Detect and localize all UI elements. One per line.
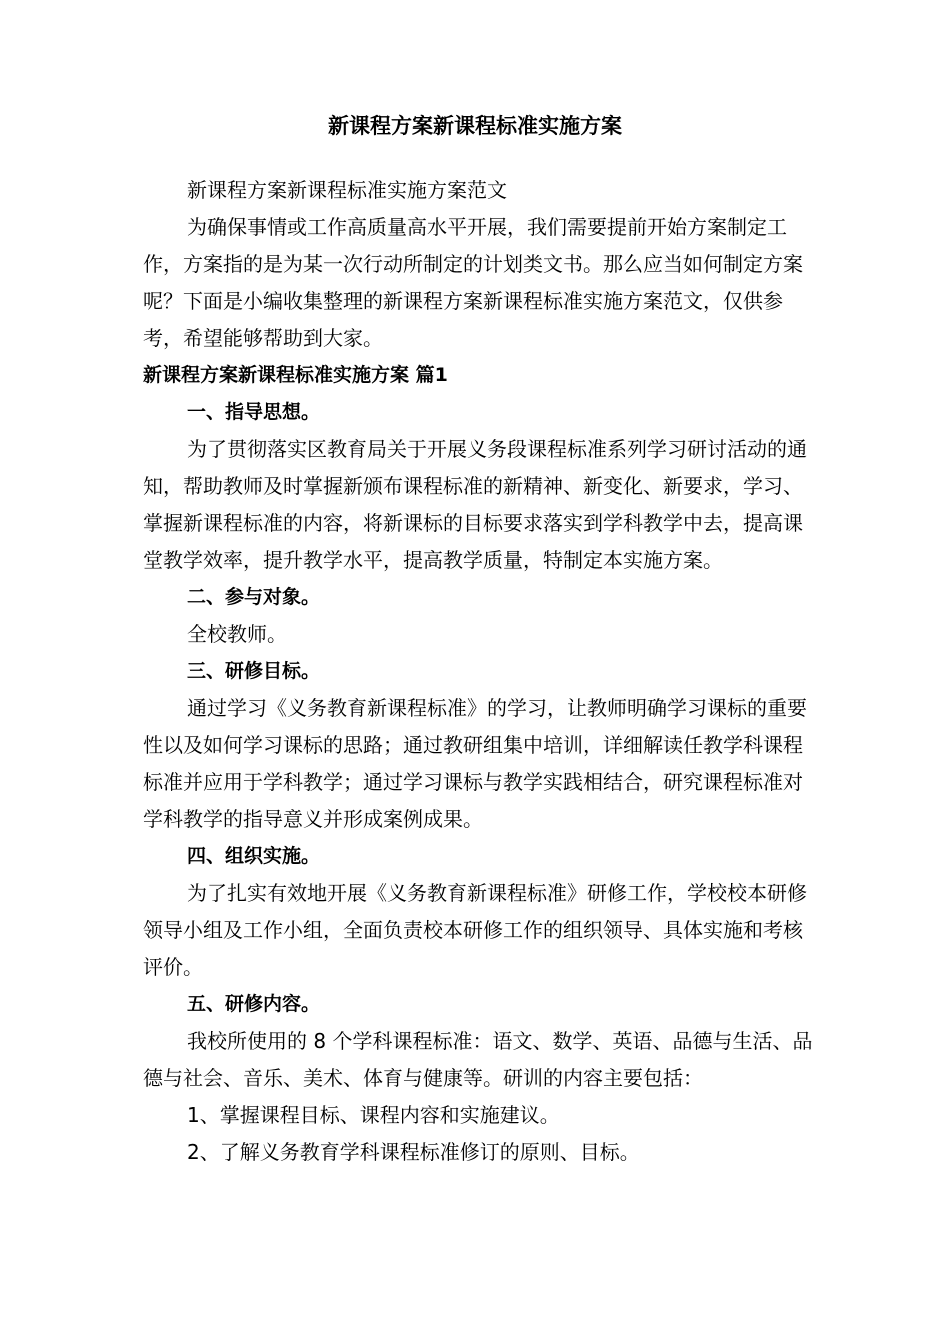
document-title: 新课程方案新课程标准实施方案: [328, 114, 622, 138]
section-heading-participants: 二、参与对象。: [187, 586, 321, 608]
section-body-training-goals: 通过学习《义务教育新课程标准》的学习，让教师明确学习课标的重要性以及如何学习课标的思路；通过教研组集中培训，详细解读任教学科课程标准并应用于学科教学；通过学习课标与教学实践相结合，研究课程标准对学科教学的指导意义并形成案例成果。: [143, 696, 807, 831]
section-heading-guiding-thought: 一、指导思想。: [187, 401, 321, 423]
document-content: [143, 172, 813, 1171]
list-item: 2、了解义务教育学科课程标准修订的原则、目标。: [187, 1140, 640, 1164]
section-heading-training-content: 五、研修内容。: [187, 993, 321, 1015]
intro-paragraph: 为确保事情或工作高质量高水平开展，我们需要提前开始方案制定工作，方案指的是为某一次行动所制定的计划类文书。那么应当如何制定方案呢？下面是小编收集整理的新课程方案新课程标准实施方案范文，仅供参考，希望能够帮助到大家。: [143, 215, 803, 350]
article-heading: 新课程方案新课程标准实施方案 篇1: [143, 364, 448, 386]
section-body-guiding-thought: 为了贯彻落实区教育局关于开展义务段课程标准系列学习研讨活动的通知，帮助教师及时掌握新颁布课程标准的新精神、新变化、新要求，学习、掌握新课程标准的内容，将新课标的目标要求落实到学科教学中去，提高课堂教学效率，提升教学水平，提高教学质量，特制定本实施方案。: [143, 437, 807, 572]
section-heading-implementation: 四、组织实施。: [187, 845, 321, 867]
list-item: 1、掌握课程目标、课程内容和实施建议。: [187, 1103, 560, 1127]
section-body-participants: 全校教师。: [187, 622, 287, 646]
section-body-implementation: 为了扎实有效地开展《义务教育新课程标准》研修工作，学校校本研修领导小组及工作小组，全面负责校本研修工作的组织领导、具体实施和考核评价。: [143, 881, 807, 979]
section-body-training-content: 我校所使用的 8 个学科课程标准：语文、数学、英语、品德与生活、品德与社会、音乐、美术、体育与健康等。研训的内容主要包括：: [143, 1029, 813, 1090]
subtitle-paragraph: 新课程方案新课程标准实施方案范文: [187, 178, 507, 202]
section-heading-training-goals: 三、研修目标。: [187, 660, 321, 682]
